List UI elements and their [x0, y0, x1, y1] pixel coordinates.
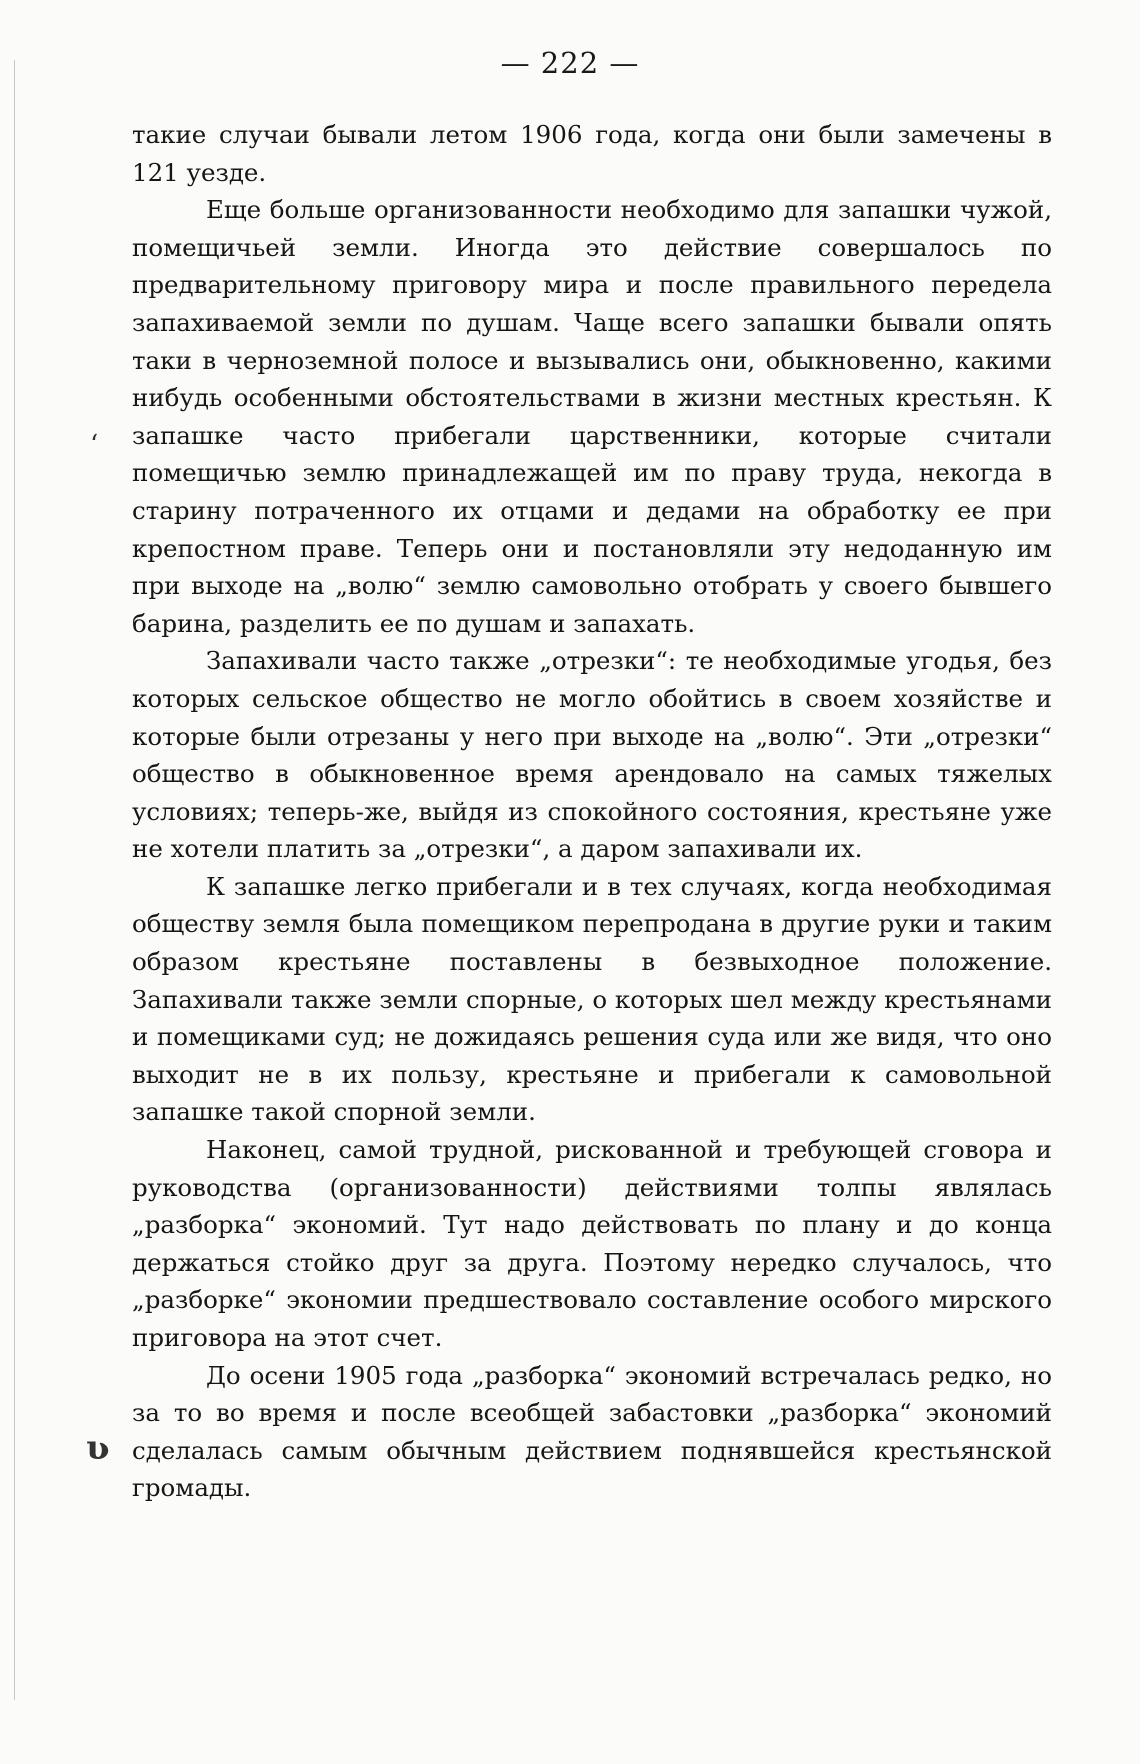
margin-mark: ʻ	[90, 430, 99, 460]
paragraph: Наконец, самой трудной, рискованной и требующей сговора и руководства (организованности) действиями толпы являлась „разборка“ экономий. Тут надо действовать по плану и до конца держаться стойко друг за друга. Поэтому нередко случалось, что „разборке“ экономии предшествовало составление особого мирского приговора на этот счет.	[132, 1135, 1052, 1352]
page-number: — 222 —	[500, 46, 640, 80]
paragraph: Запахивали часто также „отрезки“: те необходимые угодья, без которых сельское общество не могло обойтись в своем хозяйстве и которые были отрезаны у него при выходе на „волю“. Эти „отрезки“ общество в обыкновенное время арендовало на самых тяжелых условиях; теперь-же, выйдя из спокойного состояния, крестьяне уже не хотели платить за „отрезки“, а даром запахивали их.	[132, 646, 1052, 864]
paragraph: До осени 1905 года „разборка“ экономий встречалась редко, но за то во время и после всеобщей забастовки „разборка“ экономий сделалась самым обычным действием поднявшейся крестьянской громады.	[132, 1360, 1052, 1503]
paragraph: Еще больше организованности необходимо для запашки чужой, помещичьей земли. Иногда это действие совершалось по предварительному приговору мира и после правильного передела запахиваемой земли по душам. Чаще всего запашки бывали опять таки в черноземной полосе и вызывались они, обыкновенно, какими нибудь особенными обстоятельствами в жизни местных крестьян. К запашке часто прибегали царственники, которые считали помещичью землю принадлежащей им по праву труда, некогда в старину потраченного их отцами и дедами на обработку ее при крепостном праве. Теперь они и постановляли эту недоданную им при выходе на „волю“ землю самовольно отобрать у своего бывшего барина, разделить ее по душам и запахать.	[132, 195, 1052, 638]
margin-mark: ʋ	[86, 1428, 110, 1468]
paragraph: К запашке легко прибегали и в тех случаях, когда необходимая обществу земля была помещиком перепродана в другие руки и таким образом крестьяне поставлены в безвыходное положение. Запахивали также земли спорные, о которых шел между крестьянами и помещиками суд; не дожидаясь решения суда или же видя, что оно выходит не в их пользу, крестьяне и прибегали к самовольной запашке такой спорной земли.	[132, 871, 1052, 1127]
paragraph: такие случаи бывали летом 1906 года, когда они были замечены в 121 уезде.	[132, 120, 1052, 187]
page-edge-line	[14, 60, 15, 1700]
body-text	[132, 116, 1052, 1507]
